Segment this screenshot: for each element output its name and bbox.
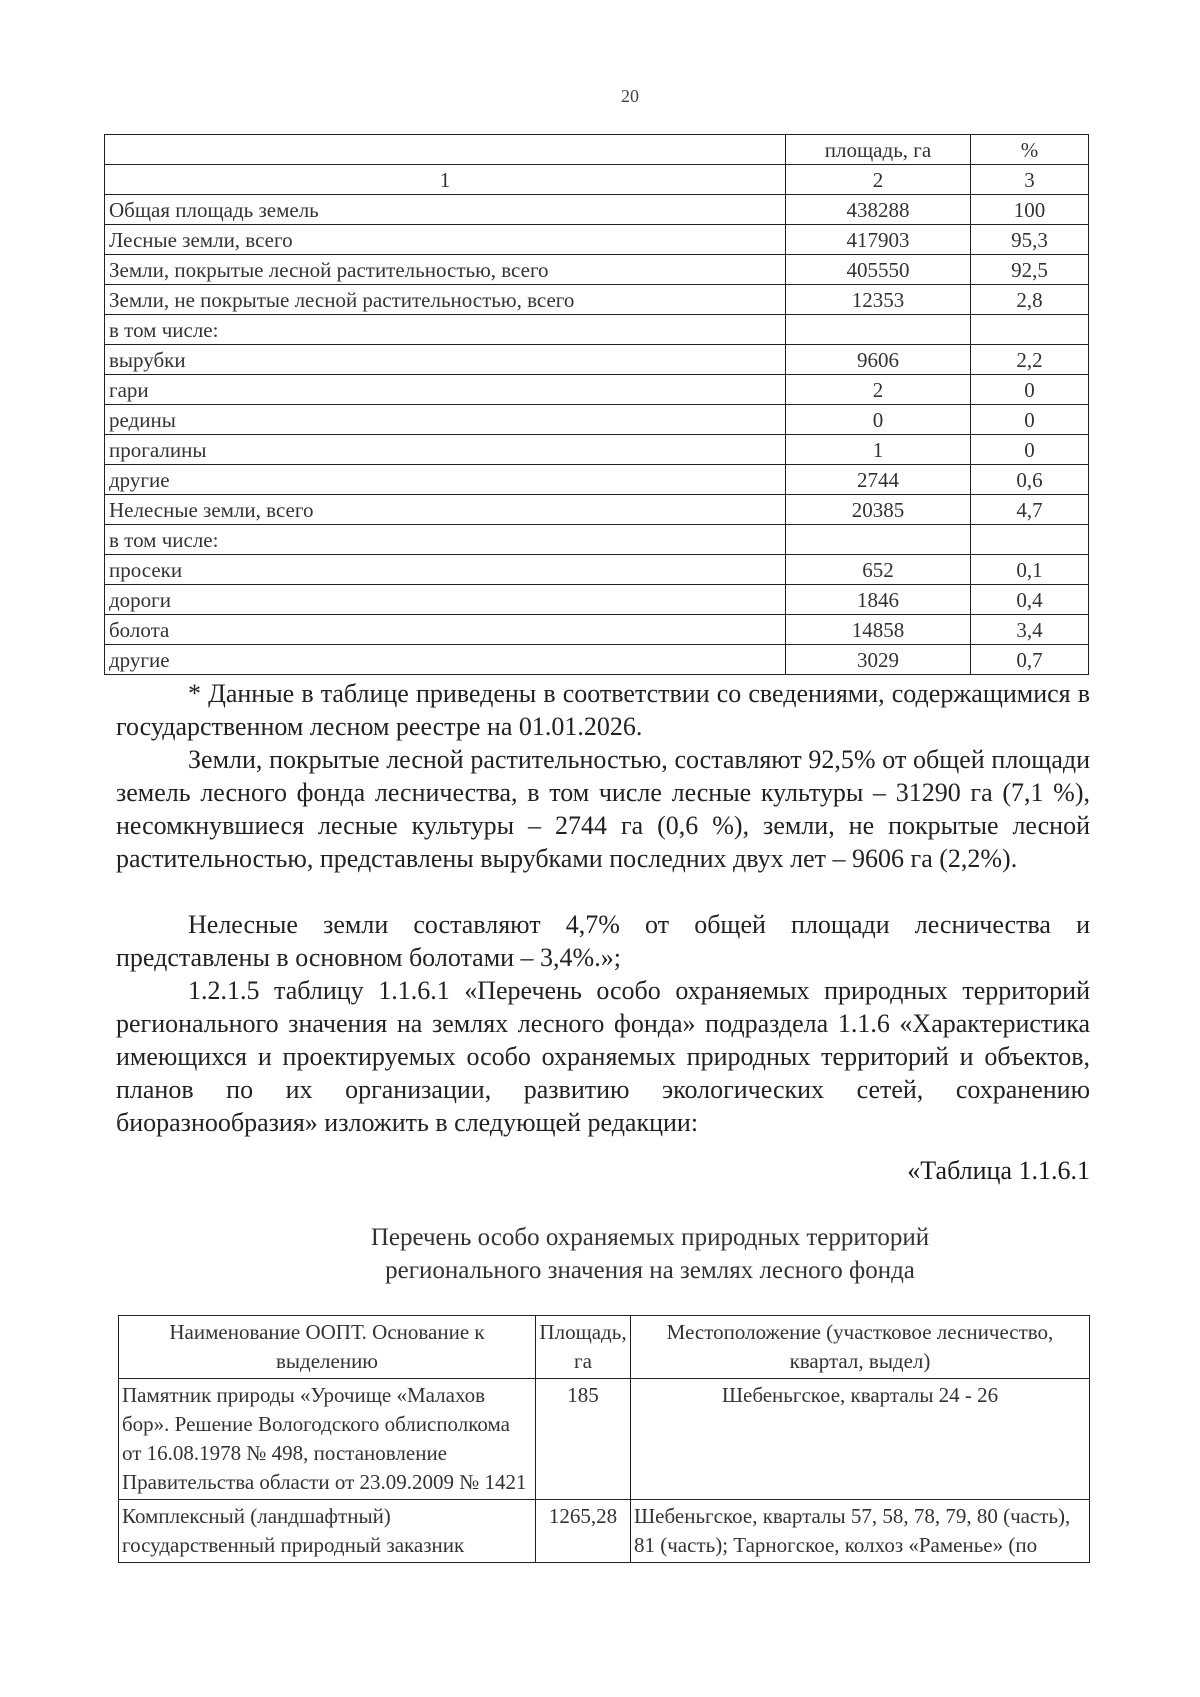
row-percent: 0,4 — [971, 585, 1089, 615]
row-label: другие — [105, 465, 786, 495]
row-location: Шебеньгское, кварталы 57, 58, 78, 79, 80 (часть), 81 (часть); Тарногское, колхоз «Раменье» (по — [631, 1500, 1090, 1563]
row-percent: 100 — [971, 195, 1089, 225]
table-row — [105, 585, 1089, 615]
row-percent — [971, 525, 1089, 555]
row-area — [786, 315, 971, 345]
row-percent: 4,7 — [971, 495, 1089, 525]
row-percent: 92,5 — [971, 255, 1089, 285]
table-title-line-2: регионального значения на землях лесного фонда — [385, 1257, 915, 1284]
row-name-basis: Комплексный (ландшафтный) государственный природный заказник — [119, 1500, 536, 1563]
row-percent: 0 — [971, 405, 1089, 435]
protected-areas-table — [118, 1315, 1090, 1563]
row-area: 0 — [786, 405, 971, 435]
header-cell-location: Местоположение (участковое лесничество, квартал, выдел) — [631, 1316, 1090, 1379]
row-label: Общая площадь земель — [105, 195, 786, 225]
table-column-numbers-row — [105, 165, 1089, 195]
table-row — [105, 285, 1089, 315]
amendment-paragraph: 1.2.1.5 таблицу 1.1.6.1 «Перечень особо охраняемых природных территорий регионального значения на землях лесного фонда» подраздела 1.1.6 «Характеристика имеющихся и проектируемых особо охраняемых природных территорий и объектов, планов по их организации, развитию экологических сетей, сохранению биоразнообразия» изложить в следующей редакции: — [116, 976, 1090, 1137]
table-row — [105, 465, 1089, 495]
row-label: просеки — [105, 555, 786, 585]
row-percent: 2,8 — [971, 285, 1089, 315]
row-area: 1846 — [786, 585, 971, 615]
row-label: дороги — [105, 585, 786, 615]
table-row — [105, 225, 1089, 255]
row-area: 9606 — [786, 345, 971, 375]
row-area: 3029 — [786, 645, 971, 675]
row-label: болота — [105, 615, 786, 645]
row-area: 652 — [786, 555, 971, 585]
table-row — [119, 1500, 1090, 1563]
row-label: в том числе: — [105, 525, 786, 555]
row-percent: 0,1 — [971, 555, 1089, 585]
table-row — [105, 255, 1089, 285]
row-area: 14858 — [786, 615, 971, 645]
row-area: 1265,28 — [536, 1500, 631, 1563]
row-area: 2 — [786, 375, 971, 405]
table-row — [119, 1379, 1090, 1500]
row-label: вырубки — [105, 345, 786, 375]
table-row — [105, 645, 1089, 675]
table-title-line-1: Перечень особо охраняемых природных территорий — [370, 1224, 930, 1251]
table-row — [105, 555, 1089, 585]
table-header-row — [105, 135, 1089, 165]
row-location: Шебеньгское, кварталы 24 - 26 — [631, 1379, 1090, 1500]
row-area: 438288 — [786, 195, 971, 225]
row-area — [786, 525, 971, 555]
column-number-1: 1 — [105, 165, 786, 195]
header-cell-name-basis: Наименование ООПТ. Основание к выделению — [119, 1316, 536, 1379]
row-label: Лесные земли, всего — [105, 225, 786, 255]
row-label: прогалины — [105, 435, 786, 465]
table-row — [105, 195, 1089, 225]
table-row — [105, 405, 1089, 435]
row-area: 405550 — [786, 255, 971, 285]
row-label: Земли, покрытые лесной растительностью, всего — [105, 255, 786, 285]
column-number-2: 2 — [786, 165, 971, 195]
row-percent: 0 — [971, 435, 1089, 465]
row-label: редины — [105, 405, 786, 435]
column-number-3: 3 — [971, 165, 1089, 195]
row-percent: 0,7 — [971, 645, 1089, 675]
row-percent: 0,6 — [971, 465, 1089, 495]
footnote-paragraph: * Данные в таблице приведены в соответствии со сведениями, содержащимися в государственном лесном реестре на 01.01.2026. — [116, 679, 1090, 741]
row-percent: 0 — [971, 375, 1089, 405]
row-percent: 3,4 — [971, 615, 1089, 645]
row-label: Земли, не покрытые лесной растительностью, всего — [105, 285, 786, 315]
forest-cover-paragraph: Земли, покрытые лесной растительностью, составляют 92,5% от общей площади земель лесного фонда лесничества, в том числе лесные культуры – 31290 га (7,1 %), несомкнувшиеся лесные культуры – 2744 га (0,6 %), земли, не покрытые лесной растительностью, представлены вырубками последних двух лет – 9606 га (2,2%). — [116, 745, 1090, 873]
header-cell-area: площадь, га — [786, 135, 971, 165]
row-area: 12353 — [786, 285, 971, 315]
table-row — [105, 435, 1089, 465]
row-label: в том числе: — [105, 315, 786, 345]
header-cell-area: Площадь, га — [536, 1316, 631, 1379]
table-header-row — [119, 1316, 1090, 1379]
row-label: гари — [105, 375, 786, 405]
row-label: другие — [105, 645, 786, 675]
row-area: 417903 — [786, 225, 971, 255]
table-row — [105, 345, 1089, 375]
row-percent: 2,2 — [971, 345, 1089, 375]
table-title — [150, 1221, 1150, 1287]
table-caption: «Таблица 1.1.6.1 — [907, 1156, 1090, 1185]
row-area: 20385 — [786, 495, 971, 525]
table-row — [105, 375, 1089, 405]
table-row — [105, 495, 1089, 525]
row-percent — [971, 315, 1089, 345]
page-number: 20 — [621, 86, 639, 106]
table-row — [105, 525, 1089, 555]
row-name-basis: Памятник природы «Урочище «Малахов бор». Решение Вологодского облисполкома от 16.08.1978 № 498, постановление Правительства области от 23.09.2009 № 1421 — [119, 1379, 536, 1500]
row-label: Нелесные земли, всего — [105, 495, 786, 525]
table-row — [105, 615, 1089, 645]
row-area: 2744 — [786, 465, 971, 495]
row-area: 1 — [786, 435, 971, 465]
row-percent: 95,3 — [971, 225, 1089, 255]
table-row — [105, 315, 1089, 345]
non-forest-paragraph: Нелесные земли составляют 4,7% от общей площади лесничества и представлены в основном болотами – 3,4%.»; — [116, 910, 1090, 972]
row-area: 185 — [536, 1379, 631, 1500]
header-cell-percent: % — [971, 135, 1089, 165]
land-area-table — [104, 134, 1089, 675]
header-cell-name — [105, 135, 786, 165]
